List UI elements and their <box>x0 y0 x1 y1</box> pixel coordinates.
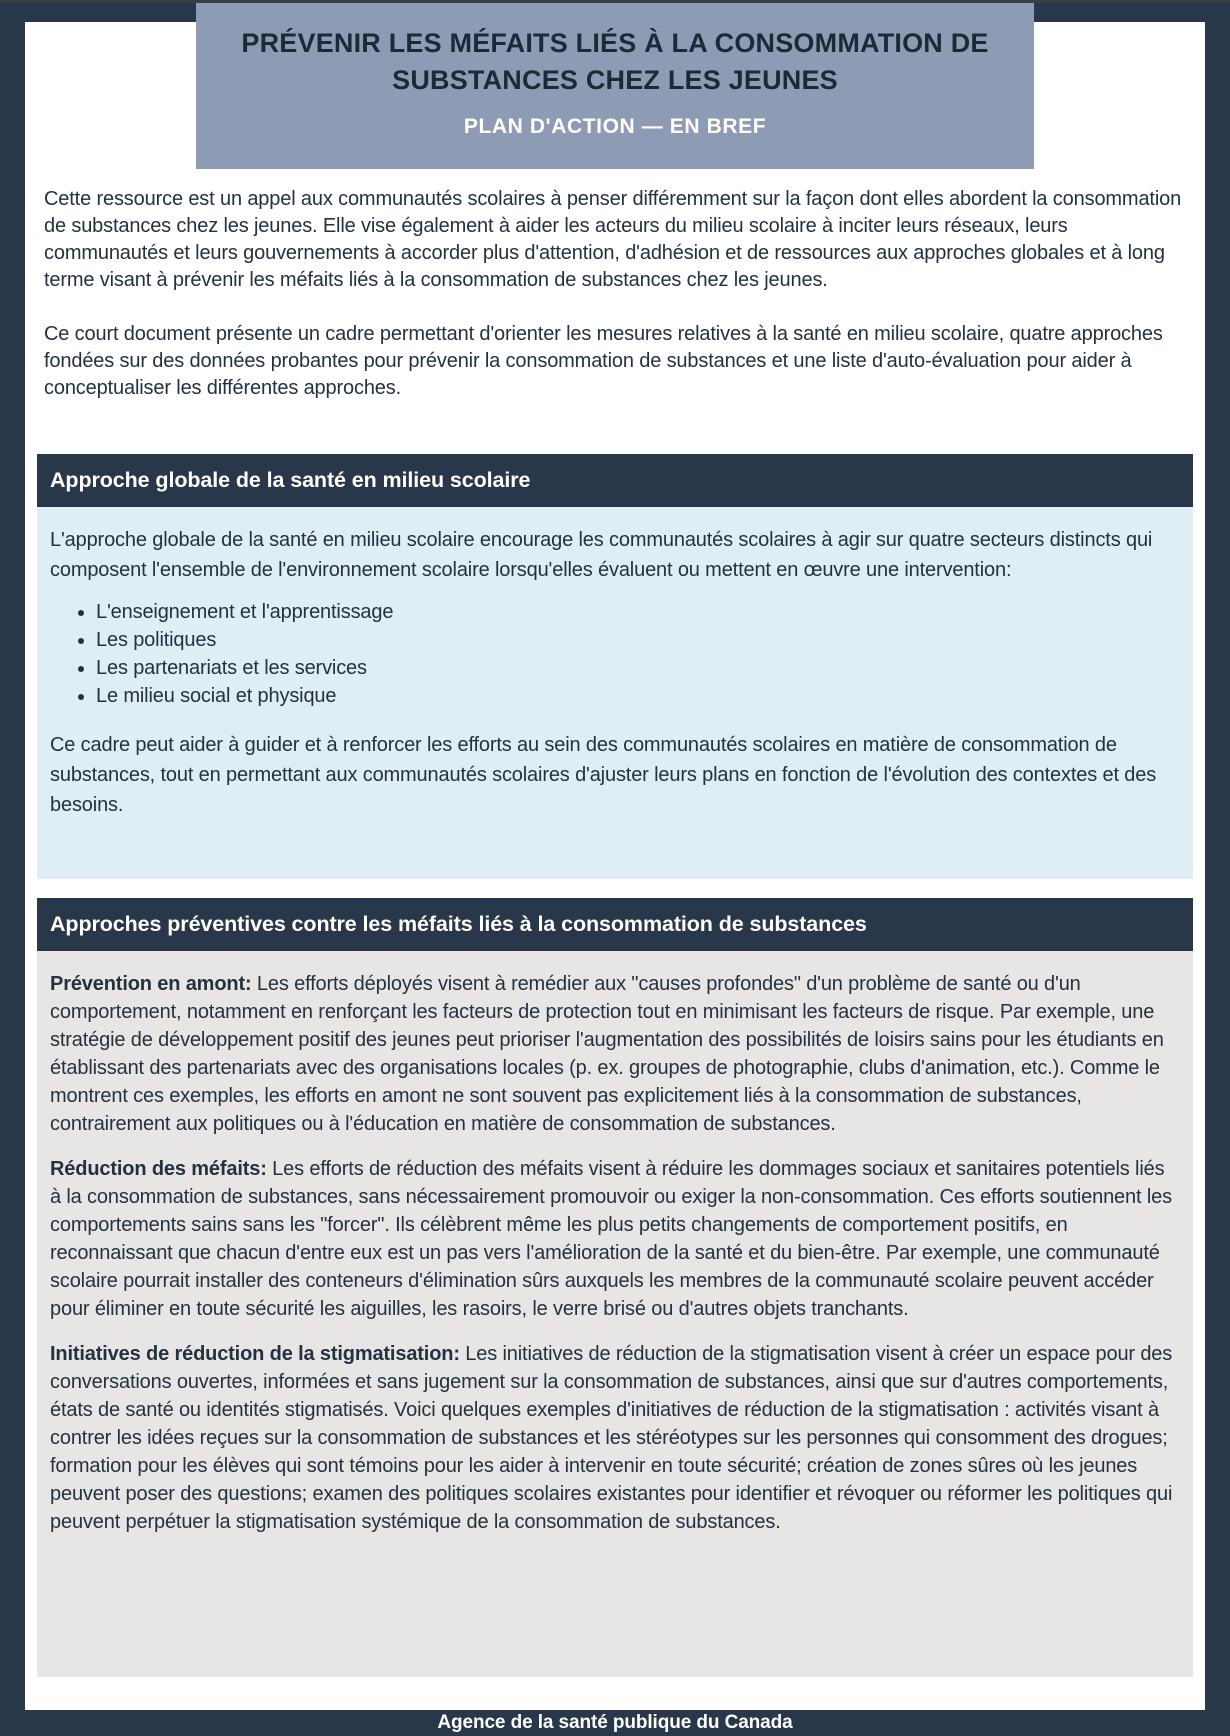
page-border-right <box>1205 0 1230 1736</box>
document-title-line-1: PRÉVENIR LES MÉFAITS LIÉS À LA CONSOMMATION DE <box>241 28 989 58</box>
footer-agency-name: Agence de la santé publique du Canada <box>437 1712 793 1733</box>
document-title <box>196 25 1034 99</box>
intro-paragraph-1: Cette ressource est un appel aux communautés scolaires à penser différemment sur la façon dont elles abordent la consommation de substances chez les jeunes. Elle vise également à aider les acteurs du milieu scolaire à inciter leurs réseaux, leurs communautés et leurs gouvernements à accorder plus d'attention, d'adhésion et de ressources aux approches globales et à long terme visant à prévenir les méfaits liés à la consommation de substances chez les jeunes. <box>44 188 1182 291</box>
global-school-health-panel <box>37 507 1193 879</box>
window-top-strip <box>0 0 1230 3</box>
title-banner <box>196 3 1034 169</box>
document-subtitle: PLAN D'ACTION — EN BREF <box>463 115 767 138</box>
preventive-approaches-panel <box>37 951 1193 1677</box>
list-item-teaching-learning: • L'enseignement et l'apprentissage <box>96 599 1180 626</box>
global-panel-outro: Ce cadre peut aider à guider et à renforcer les efforts au sein des communautés scolaires en matière de consommation de substances, tout en permettant aux communautés scolaires d'ajuster leurs plans en fonction de l'évolution des contextes et des besoins. <box>50 734 1157 816</box>
document-title-line-2: SUBSTANCES CHEZ LES JEUNES <box>392 65 838 95</box>
list-item-policies: • Les politiques <box>96 627 1180 654</box>
approach-upstream-prevention-text: Les efforts déployés visent à remédier aux "causes profondes" d'un problème de santé ou d'un comportement, notamment en renforçant les facteurs de protection tout en minimisant les facteurs de risque. Par exemple, une stratégie de développement positif des jeunes peut prioriser l'augmentation des possibilités de loisirs sains pour les étudiants en établissant des partenariats avec des organisations locales (p. ex. groupes de photographie, clubs d'animation, etc.). Comme le montrent ces exemples, les efforts en amont ne sont souvent pas explicitement liés à la consommation de substances, contrairement aux politiques ou à l'éducation en matière de consommation de substances. <box>50 973 1164 1135</box>
section-global-school-health <box>37 454 1193 879</box>
list-item-social-physical-environment: • Le milieu social et physique <box>96 683 1180 710</box>
section-preventive-approaches <box>37 898 1193 1677</box>
approach-stigma-reduction-lead: Initiatives de réduction de la stigmatisation: <box>50 1343 460 1365</box>
approach-harm-reduction <box>50 1155 1180 1323</box>
approach-stigma-reduction-text: Les initiatives de réduction de la stigmatisation visent à créer un espace pour des conversations ouvertes, informées et sans jugement sur la consommation de substances, ainsi que sur d'autres comportements, états de santé ou identités stigmatisés. Voici quelques exemples d'initiatives de réduction de la stigmatisation : activités visant à contrer les idées reçues sur la consommation de substances et les stéréotypes sur les personnes qui consomment des drogues; formation pour les élèves qui sont témoins pour les aider à intervenir en toute sécurité; création de zones sûres où les jeunes peuvent poser des questions; examen des politiques scolaires existantes pour identifier et révoquer ou réformer les politiques qui peuvent perpétuer la stigmatisation systémique de la consommation de substances. <box>50 1343 1173 1533</box>
footer-bar <box>0 1710 1230 1736</box>
intro-paragraph-2: Ce court document présente un cadre permettant d'orienter les mesures relatives à la santé en milieu scolaire, quatre approches fondées sur des données probantes pour prévenir la consommation de substances et une liste d'auto-évaluation pour aider à conceptualiser les différentes approches. <box>44 323 1163 399</box>
global-panel-intro: L'approche globale de la santé en milieu scolaire encourage les communautés scolaires à agir sur quatre secteurs distincts qui composent l'ensemble de l'environnement scolaire lorsqu'elles évaluent ou mettent en œuvre une intervention: <box>50 529 1153 581</box>
approach-upstream-prevention <box>50 970 1180 1138</box>
approach-stigma-reduction <box>50 1340 1180 1536</box>
section-heading-global-school-health: Approche globale de la santé en milieu scolaire <box>37 454 1193 507</box>
section-heading-preventive-approaches: Approches préventives contre les méfaits liés à la consommation de substances <box>37 898 1193 951</box>
list-item-partnerships-services: • Les partenariats et les services <box>96 655 1180 682</box>
approach-harm-reduction-text: Les efforts de réduction des méfaits visent à réduire les dommages sociaux et sanitaires potentiels liés à la consommation de substances, sans nécessairement promouvoir ou exiger la non-consommation. Ces efforts soutiennent les comportements sains sans les "forcer". Ils célèbrent même les plus petits changements de comportement positifs, en reconnaissant que chacun d'entre eux est un pas vers l'amélioration de la santé et du bien-être. Par exemple, une communauté scolaire pourrait installer des conteneurs d'élimination sûrs auxquels les membres de la communauté scolaire peuvent accéder pour éliminer en toute sécurité les aiguilles, les rasoirs, le verre brisé ou d'autres objets tranchants. <box>50 1158 1172 1320</box>
approach-upstream-prevention-lead: Prévention en amont: <box>50 973 252 995</box>
page-border-left <box>0 0 25 1736</box>
document-body <box>37 186 1193 1677</box>
school-sectors-list <box>50 599 1180 710</box>
approach-harm-reduction-lead: Réduction des méfaits: <box>50 1158 267 1180</box>
